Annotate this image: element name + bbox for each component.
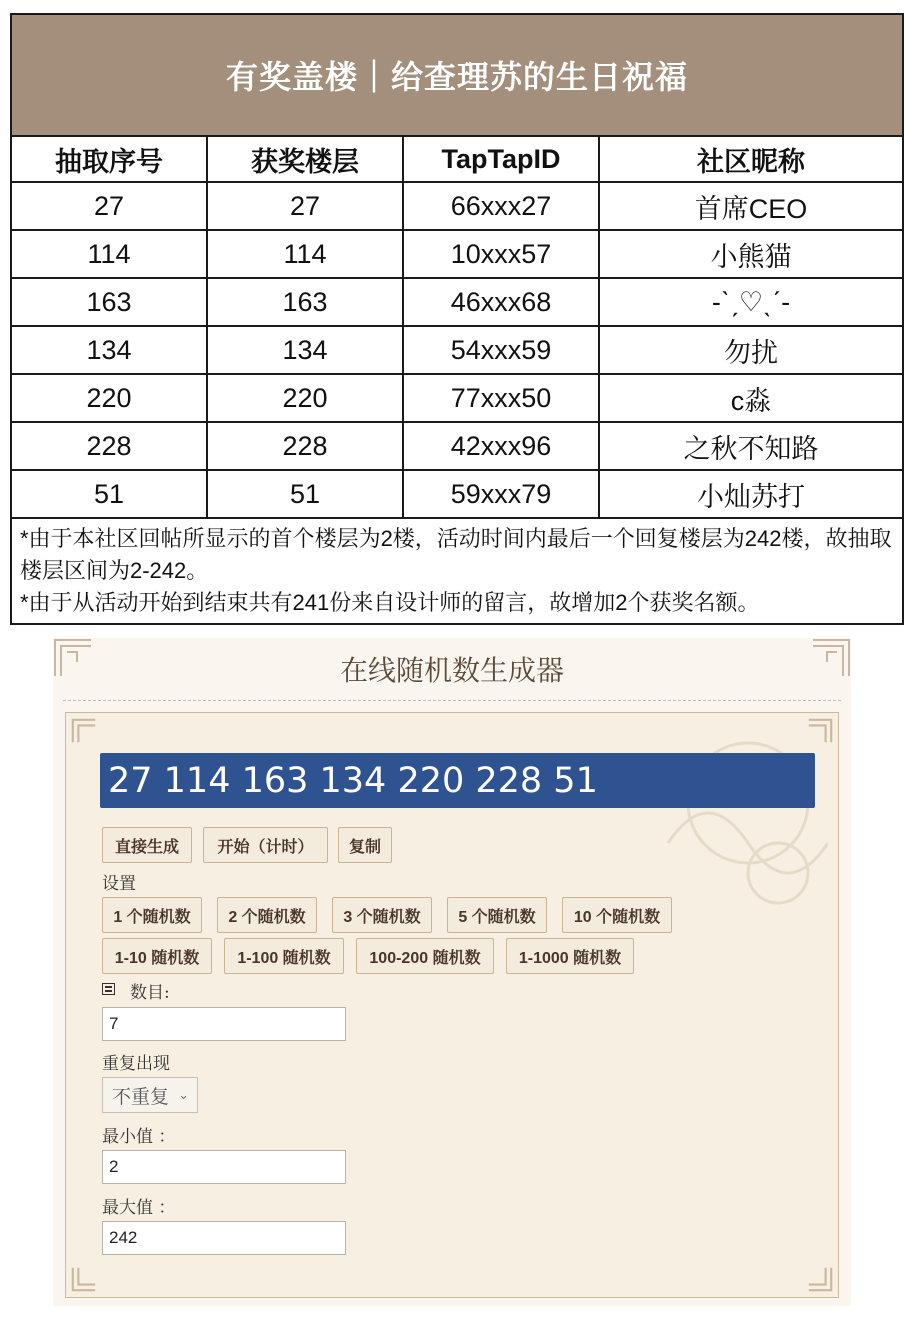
table-cell: 163 — [12, 279, 208, 327]
table-cell: 27 — [208, 183, 404, 231]
winners-grid — [12, 137, 902, 519]
repeat-select-value: 不重复 — [112, 1086, 170, 1108]
max-label: 最大值 ： — [102, 1198, 176, 1218]
table-cell: 10xxx57 — [404, 231, 600, 279]
table-cell: 42xxx96 — [404, 423, 600, 471]
table-cell: 220 — [208, 375, 404, 423]
table-cell: 27 — [12, 183, 208, 231]
min-input[interactable] — [102, 1150, 346, 1184]
corner-ornament-icon — [70, 717, 98, 745]
note-range: *由于本社区回帖所显示的首个楼层为2楼，活动时间内最后一个回复楼层为242楼，故抽取楼层区间为2-242。 — [20, 526, 892, 583]
range-100-200-button[interactable]: 100-200 随机数 — [356, 938, 494, 974]
result-display: 27 114 163 134 220 228 51 — [100, 753, 815, 808]
table-cell: 134 — [12, 327, 208, 375]
table-cell: 134 — [208, 327, 404, 375]
table-cell: 220 — [12, 375, 208, 423]
generator-title: 在线随机数生成器 — [339, 655, 564, 686]
prize-title: 有奖盖楼｜给查理苏的生日祝福 — [12, 15, 902, 137]
table-cell: 勿扰 — [600, 327, 902, 375]
table-cell: 首席CEO — [600, 183, 902, 231]
start-timer-button[interactable]: 开始（计时） — [203, 827, 328, 863]
preset-2-button[interactable]: 2 个随机数 — [217, 897, 317, 933]
table-cell: 228 — [12, 423, 208, 471]
settings-label: 设置 — [102, 874, 136, 894]
table-cell: 54xxx59 — [404, 327, 600, 375]
table-cell: c淼 — [600, 375, 902, 423]
preset-3-button[interactable]: 3 个随机数 — [332, 897, 432, 933]
repeat-label: 重复出现 — [102, 1054, 170, 1074]
note-extra-winners: *由于从活动开始到结束共有241份来自设计师的留言，故增加2个获奖名额。 — [20, 590, 760, 615]
preset-1-button[interactable]: 1 个随机数 — [102, 897, 202, 933]
range-1-10-button[interactable]: 1-10 随机数 — [102, 938, 212, 974]
corner-ornament-icon — [806, 717, 834, 745]
notes — [12, 519, 902, 623]
column-header: TapTapID — [404, 137, 600, 183]
table-cell: 59xxx79 — [404, 471, 600, 519]
column-header: 获奖楼层 — [208, 137, 404, 183]
calculator-icon — [102, 983, 115, 995]
copy-button[interactable]: 复制 — [338, 827, 392, 863]
table-cell: 163 — [208, 279, 404, 327]
table-cell: 之秋不知路 — [600, 423, 902, 471]
column-header: 抽取序号 — [12, 137, 208, 183]
table-cell: 小熊猫 — [600, 231, 902, 279]
column-header: 社区昵称 — [600, 137, 902, 183]
count-label: 数目: — [130, 983, 170, 1003]
generate-button[interactable]: 直接生成 — [102, 827, 192, 863]
table-cell: 66xxx27 — [404, 183, 600, 231]
chevron-down-icon: ⌄ — [178, 1087, 189, 1102]
prize-table — [10, 13, 904, 625]
count-input[interactable] — [102, 1007, 346, 1041]
range-1-100-button[interactable]: 1-100 随机数 — [224, 938, 344, 974]
table-cell: 51 — [12, 471, 208, 519]
table-cell: -ˋˏ♡ˎˊ- — [600, 279, 902, 327]
table-cell: 小灿苏打 — [600, 471, 902, 519]
preset-5-button[interactable]: 5 个随机数 — [447, 897, 547, 933]
table-cell: 51 — [208, 471, 404, 519]
repeat-select[interactable] — [102, 1077, 198, 1113]
table-cell: 228 — [208, 423, 404, 471]
max-input[interactable] — [102, 1221, 346, 1255]
table-cell: 114 — [12, 231, 208, 279]
corner-ornament-icon — [70, 1265, 98, 1293]
table-cell: 77xxx50 — [404, 375, 600, 423]
preset-10-button[interactable]: 10 个随机数 — [562, 897, 672, 933]
min-label: 最小值 ： — [102, 1127, 176, 1147]
range-1-1000-button[interactable]: 1-1000 随机数 — [506, 938, 634, 974]
table-cell: 114 — [208, 231, 404, 279]
corner-ornament-icon — [806, 1265, 834, 1293]
title-divider — [63, 700, 841, 701]
table-cell: 46xxx68 — [404, 279, 600, 327]
